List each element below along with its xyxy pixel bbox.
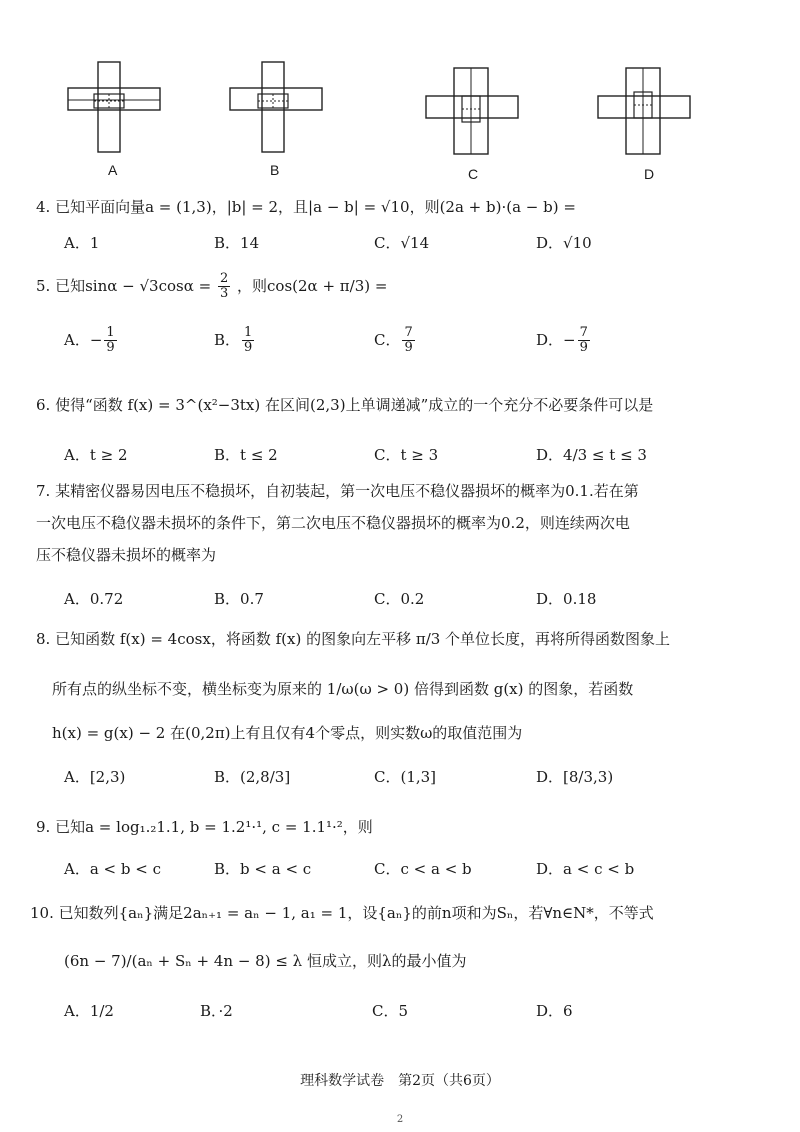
option-b[interactable]: B．(2,8/3] <box>214 768 291 786</box>
figure-label-b: B <box>270 162 280 178</box>
question-number: 6. <box>36 396 51 414</box>
option-c[interactable]: C．√14 <box>374 234 430 252</box>
figure-label-c: C <box>468 166 479 182</box>
question-7-line-3: 压不稳仪器未损坏的概率为 <box>36 546 217 564</box>
figure-option-c <box>424 66 524 158</box>
question-number: 5. <box>36 276 51 295</box>
figure-option-b <box>228 60 328 156</box>
option-d[interactable]: D．− $\frac{7}{9}$ <box>536 325 588 356</box>
question-7-line-1: 7. 某精密仪器易因电压不稳损坏，自初装起，第一次电压不稳仪器损坏的概率为0.1.若在第 <box>36 482 639 500</box>
page-number: 2 <box>396 1114 404 1125</box>
question-number: 4. <box>36 198 51 216</box>
option-c[interactable]: C．0.2 <box>374 590 425 608</box>
figure-option-a <box>66 60 166 156</box>
question-number: 9. <box>36 818 51 836</box>
option-d[interactable]: D．4/3 ≤ t ≤ 3 <box>536 446 647 464</box>
question-number: 7. <box>36 482 51 500</box>
option-b[interactable]: B．t ≤ 2 <box>214 446 278 464</box>
option-c[interactable]: C．t ≥ 3 <box>374 446 439 464</box>
option-a[interactable]: A．− $\frac{1}{9}$ <box>64 325 115 356</box>
question-7-line-2: 一次电压不稳仪器未损坏的条件下，第二次电压不稳仪器损坏的概率为0.2，则连续两次电 <box>36 514 630 532</box>
option-d[interactable]: D．[8/3,3) <box>536 768 614 786</box>
question-number: 10. <box>30 904 54 922</box>
question-stem: 已知平面向量a = (1,3)，|b| = 2，且|a − b| = √10，则(2a + b)·(a − b) = <box>55 198 576 216</box>
option-c[interactable]: C．c < a < b <box>374 860 472 878</box>
option-a[interactable]: A．a < b < c <box>64 860 161 878</box>
page-footer: 理科数学试卷 第2页（共6页） <box>300 1073 500 1089</box>
question-8-line-1: 8. 已知函数 f(x) = 4cosx，将函数 f(x) 的图象向左平移 π/3 个单位长度，再将所得函数图象上 <box>36 630 671 648</box>
option-a[interactable]: A．1/2 <box>64 1002 114 1020</box>
option-a[interactable]: A．t ≥ 2 <box>64 446 128 464</box>
question-10-line-2: (6n − 7)/(aₙ + Sₙ + 4n − 8) ≤ λ 恒成立，则λ的最小值为 <box>64 952 467 970</box>
figure-label-a: A <box>108 162 118 178</box>
question-stem-pre: 已知sinα − √3cosα = <box>55 276 212 295</box>
option-d[interactable]: D．a < c < b <box>536 860 635 878</box>
question-number: 8. <box>36 630 51 648</box>
question-8-line-3: h(x) = g(x) − 2 在(0,2π)上有且仅有4个零点，则实数ω的取值范围为 <box>52 724 523 742</box>
question-8-line-2: 所有点的纵坐标不变，横坐标变为原来的 1/ω(ω > 0) 倍得到函数 g(x) 的图象，若函数 <box>52 680 634 698</box>
figure-option-d <box>596 66 696 158</box>
option-c[interactable]: C．(1,3] <box>374 768 437 786</box>
option-c[interactable]: C．5 <box>372 1002 409 1020</box>
option-b[interactable]: B． $\frac{1}{9}$ <box>214 325 253 356</box>
option-a[interactable]: A．[2,3) <box>64 768 126 786</box>
stem-fraction: $\frac{2}{3}$ <box>219 271 229 302</box>
question-10-line-1: 10. 已知数列{aₙ}满足2aₙ₊₁ = aₙ − 1, a₁ = 1，设{aₙ}的前n项和为Sₙ，若∀n∈N*，不等式 <box>30 904 654 922</box>
option-d[interactable]: D．0.18 <box>536 590 597 608</box>
question-9 <box>36 816 373 837</box>
question-4 <box>36 196 576 217</box>
option-b[interactable]: B．0.7 <box>214 590 264 608</box>
option-d[interactable]: D．6 <box>536 1002 573 1020</box>
question-stem: 已知a = log₁.₂1.1, b = 1.2¹·¹, c = 1.1¹·²，则 <box>55 818 373 836</box>
question-stem: 使得“函数 f(x) = 3^(x²−3tx) 在区间(2,3)上单调递减”成立的一个充分不必要条件可以是 <box>55 396 654 414</box>
question-stem-post: ，则cos(2α + π/3) = <box>237 276 388 295</box>
option-a[interactable]: A．1 <box>64 234 100 252</box>
option-b[interactable]: B．14 <box>214 234 260 252</box>
question-5 <box>36 272 387 302</box>
option-d[interactable]: D．√10 <box>536 234 592 252</box>
option-b[interactable]: B．·2 <box>200 1002 233 1020</box>
figure-label-d: D <box>644 166 655 182</box>
question-6 <box>36 394 653 415</box>
option-a[interactable]: A．0.72 <box>64 590 124 608</box>
option-b[interactable]: B．b < a < c <box>214 860 312 878</box>
option-c[interactable]: C． $\frac{7}{9}$ <box>374 325 413 356</box>
